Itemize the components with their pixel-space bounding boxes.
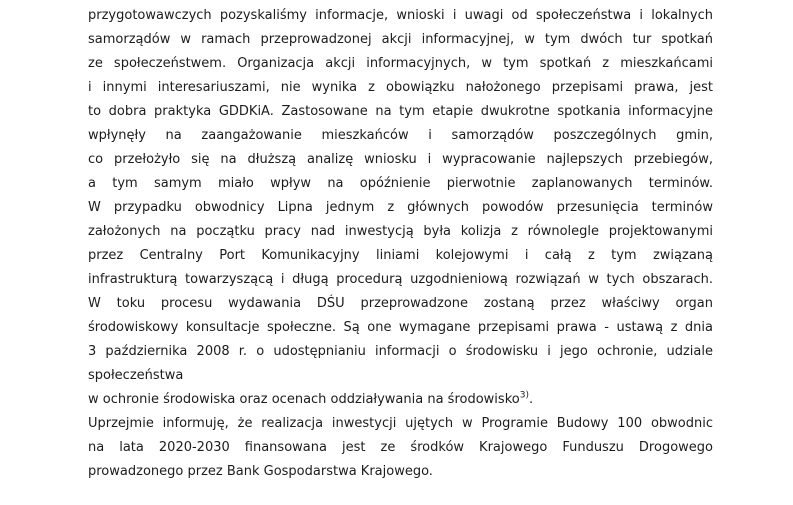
text-line: co przełożyło się na dłuższą analizę wniosku i wypracowanie najlepszych przebiegów, <box>88 152 713 167</box>
text-line-with-footnote <box>88 388 713 412</box>
text-line: to dobra praktyka GDDKiA. Zastosowane na tym etapie dwukrotne spotkania informacyjne <box>88 104 713 119</box>
text-line: a tym samym miało wpływ na opóźnienie pierwotnie zaplanowanych terminów. <box>88 176 713 191</box>
text-line: i innymi interesariuszami, nie wynika z obowiązku nałożonego przepisami prawa, jest <box>88 80 713 95</box>
text-line: przygotowawczych pozyskaliśmy informacje, wnioski i uwagi od społeczeństwa i lokalnych <box>88 8 713 23</box>
text-line: społeczeństwa <box>88 368 184 383</box>
text-line: przez Centralny Port Komunikacyjny liniami kolejowymi i całą z tym związaną <box>88 248 713 263</box>
text-line: wpłynęły na zaangażowanie mieszkańców i samorządów poszczególnych gmin, <box>88 128 713 143</box>
letter-body <box>88 4 713 484</box>
text-line: prowadzonego przez Bank Gospodarstwa Krajowego. <box>88 464 433 479</box>
text-line: W toku procesu wydawania DŚU przeprowadzone zostaną przez właściwy organ <box>88 296 713 311</box>
text-line: na lata 2020-2030 finansowana jest ze środków Krajowego Funduszu Drogowego <box>88 440 713 455</box>
text-line: Uprzejmie informuję, że realizacja inwestycji ujętych w Programie Budowy 100 obwodnic <box>88 416 713 431</box>
footnote-line-suffix: . <box>528 392 534 407</box>
text-line: założonych na początku pracy nad inwestycją była kolizja z równolegle projektowanymi <box>88 224 713 239</box>
footnote-line-text: w ochronie środowiska oraz ocenach oddziaływania na środowisko <box>88 392 520 407</box>
text-line: samorządów w ramach przeprowadzonej akcji informacyjnej, w tym dwóch tur spotkań <box>88 32 713 47</box>
footnote-reference-marker: 3) <box>519 390 529 401</box>
text-line: ze społeczeństwem. Organizacja akcji informacyjnych, w tym spotkań z mieszkańcami <box>88 56 713 71</box>
text-line: W przypadku obwodnicy Lipna jednym z głównych powodów przesunięcia terminów <box>88 200 713 215</box>
text-line: 3 października 2008 r. o udostępnianiu informacji o środowisku i jego ochronie, udziale <box>88 344 713 359</box>
text-line: infrastrukturą towarzyszącą i długą procedurą uzgodnieniową rozwiązań w tych obszarach. <box>88 272 713 287</box>
text-line: środowiskowy konsultacje społeczne. Są one wymagane przepisami prawa - ustawą z dnia <box>88 320 713 335</box>
